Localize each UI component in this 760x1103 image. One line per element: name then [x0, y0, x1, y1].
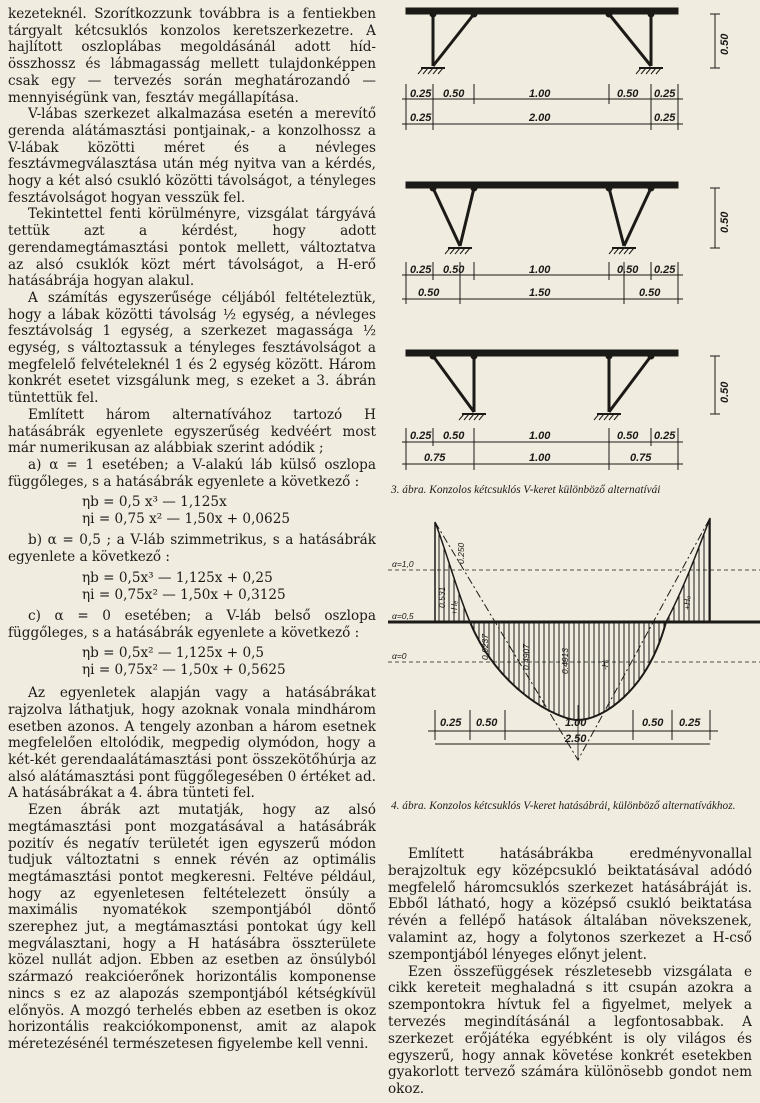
alpha-label: α=0	[392, 651, 407, 661]
dim-label: 0.50	[443, 88, 465, 100]
dim-label: 0.50	[418, 287, 440, 299]
ordinate-label: 0.0237	[480, 634, 490, 660]
dim-label: 0.50	[443, 264, 465, 276]
paragraph: Említett három alternatívához tartozó H hatásábrák egyenlete egyszerűség kedvéért most már numerikusan az alábbiak szerint adódik ;	[8, 406, 376, 457]
paragraph: Ezen ábrák azt mutatják, hogy az alsó megtámasztási pont mozgatásával a hatásábrák pozitív és negatív területét igen egyszerű módon tudjuk változtatni s ennek révén az optimális megtámasztási pontot megkeresni. Feltéve például, hogy az egyenletesen feltételezett önsúly a maximális nyomatékok szempontjából döntő szerephez jut, a megtámasztási pontokat úgy kell megválasztani, hogy a H hatásábra összterülete közel nullát adjon. Ebben az esetben az önsúlyból származó reakcióerőnek horizontális komponense nincs s ez az alapozás szempontjából kétségkívül előnyös. A mozgó terhelés ebben az esetben is okoz horizontális reakciókomponenst, amit az alapok méretezésénél természetesen figyelembe kell venni.	[8, 802, 376, 1052]
h-label: -Hᵢ	[600, 659, 610, 670]
dim-label: 0.25	[654, 264, 676, 276]
ordinate-label: 0.4913	[560, 648, 570, 674]
dim-label: 0.25	[654, 88, 676, 100]
ordinate-label: 0.250	[456, 542, 466, 564]
frame-c	[402, 350, 720, 470]
left-column	[8, 6, 376, 1053]
dim-label: 0.50	[443, 430, 465, 442]
ordinate-label: 0.4907	[521, 644, 531, 670]
figure-3	[388, 0, 760, 480]
dim-label: 1.00	[529, 452, 551, 464]
dim-label: 0.25	[410, 264, 432, 276]
dim-label: 0.25	[410, 430, 432, 442]
dim-label: 0.25	[410, 112, 432, 124]
dim-label: 0.50	[617, 430, 639, 442]
ordinate-label: 0.531	[437, 586, 447, 608]
height-label: 0.50	[719, 381, 731, 403]
alpha-label: α=1,0	[392, 559, 414, 569]
dim-label: 0.50	[476, 717, 498, 729]
dim-label: 0.25	[410, 88, 432, 100]
dim-label: 0.50	[642, 717, 664, 729]
dim-label: 1.00	[565, 717, 587, 729]
equation: ηb = 0,5 x³ — 1,125x	[82, 494, 227, 511]
dim-label: 0.50	[617, 88, 639, 100]
figure-3-caption: 3. ábra. Konzolos kétcsuklós V-keret különböző alternatívái	[391, 484, 661, 496]
dim-label: 0.25	[440, 717, 462, 729]
dim-label: 2.00	[529, 112, 551, 124]
alpha-label: α=0,5	[392, 611, 414, 621]
h-label: +Hₑ	[449, 600, 459, 615]
height-label: 0.50	[719, 33, 731, 55]
equations-b	[8, 570, 376, 604]
dim-label: 0.50	[639, 287, 661, 299]
dim-label: 0.25	[654, 430, 676, 442]
paragraph: A számítás egyszerűsége céljából feltételeztük, hogy a lábak közötti távolság ½ egység, a névleges fesztávolság 1 egység, a szerkezet magassága ½ egység, s változtassuk a tényleges fesztávolságot a megfelelő felvételeknél 1 és 2 egység között. Három konkrét esetet vizsgálunk meg, s ezeket a 3. ábrán tüntettük fel.	[8, 289, 376, 407]
dim-label: 0.75	[424, 452, 446, 464]
case-b: b) α = 0,5 ; a V-láb szimmetrikus, s a hatásábrák egyenlete a következő :	[8, 532, 376, 566]
paragraph: Tekintettel fenti körülményre, vizsgálat tárgyává tettük azt a kérdést, hogy adott gerendamegtámasztási pontok mellett, változtatva az alsó csuklók közt mért távolságot, a H-erő hatásábrája hogyan alakul.	[8, 206, 376, 290]
equations-a	[8, 494, 376, 528]
dim-label: 1.00	[529, 264, 551, 276]
figure-4	[388, 510, 760, 795]
dim-label: 0.25	[654, 112, 676, 124]
case-c: c) α = 0 esetében; a V-láb belső oszlopa függőleges, s a hatásábrák egyenlete a következő :	[8, 607, 376, 641]
paragraph: Említett hatásábrákba eredményvonallal berajzoltuk egy középcsukló beiktatásával adódó megfelelő háromcsuklós szerkezet hatásábráját is. Ebből látható, hogy a középső csukló beiktatása révén a fellépő hatások általában növekszenek, valamint az, hogy a folytonos szerkezet a H-cső szempontjából lényeges előnyt jelent.	[388, 846, 752, 963]
equation: ηi = 0,75x² — 1,50x + 0,3125	[82, 586, 286, 603]
equation: ηb = 0,5x³ — 1,125x + 0,25	[82, 569, 273, 586]
paragraph: V-lábas szerkezet alkalmazása esetén a merevítő gerenda alátámasztási pontjainak,- a konzolhossz a V-lábak közötti méret és a névleges fesztávmegválasztása után még nyitva van a kérdés, hogy a két alsó csukló közötti távolságot, a tényleges fesztávolságot hogyan vesszük fel.	[8, 106, 376, 206]
dim-label: 0.75	[630, 452, 652, 464]
equation: ηb = 0,5x² — 1,125x + 0,5	[82, 645, 265, 662]
frame-b	[402, 182, 720, 304]
equation: ηi = 0,75 x² — 1,50x + 0,0625	[82, 511, 290, 528]
equation: ηi = 0,75x² — 1,50x + 0,5625	[82, 662, 286, 679]
dim-label: 1.00	[529, 88, 551, 100]
dim-label: 0.25	[679, 717, 701, 729]
total-dim-label: 2.50	[565, 733, 587, 745]
equations-c	[8, 645, 376, 679]
figure-4-caption: 4. ábra. Konzolos kétcsuklós V-keret hatásábrái, különböző alternatívákhoz.	[391, 800, 736, 812]
dim-label: 1.00	[529, 430, 551, 442]
dim-label: 1.50	[529, 287, 551, 299]
case-a: a) α = 1 esetében; a V-alakú láb külső oszlopa függőleges, s a hatásábrák egyenlete a következő :	[8, 456, 376, 490]
paragraph: kezeteknél. Szorítkozzunk továbbra is a fentiekben tárgyalt kétcsuklós konzolos keretszerkezetre. A hajlított oszloplábas megoldásánál adott híd-összhossz és lábmagasság mellett tulajdonképpen csak egy — tervezés során meghatározandó — mennyiségünk van, fesztáv megállapítása.	[8, 6, 376, 106]
paragraph: Ezen összefüggések részletesebb vizsgálata e cikk kereteit meghaladná s itt csupán azokra a szempontokra hívtuk fel a figyelmet, melyek a tervezés megindításánál a legfontosabbak. A szerkezet erőjátéka egyébként is oly világos és egyszerű, hogy annak követése konkrét esetekben gyakorlott tervező számára különösebb gondot nem okoz.	[388, 963, 752, 1098]
h-label: +Hₑ	[682, 595, 692, 610]
height-label: 0.50	[719, 211, 731, 233]
dim-label: 0.50	[617, 264, 639, 276]
paragraph: Az egyenletek alapján vagy a hatásábrákat rajzolva láthatjuk, hogy azoknak vonala mindhárom esetben azonos. A tengely azonban a három esetnek megfelelően eltolódik, megpedig olymódon, hogy a két-két gerendaalátámasztási pont összekötőhúrja az alsó alátámasztási pont függőlegesében 0 értéket ad. A hatásábrákat a 4. ábra tünteti fel.	[8, 685, 376, 802]
right-column	[388, 846, 752, 1098]
